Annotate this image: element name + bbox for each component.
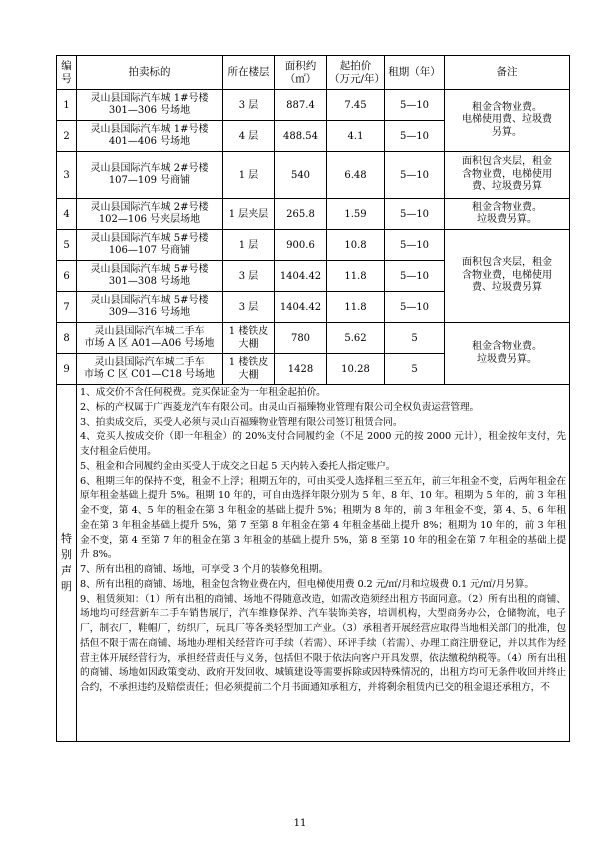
cell-no: 4 (57, 199, 77, 230)
declaration-paragraph-1: 1、成交价不含任何税费。竞买保证金为一年租金起拍价。 (80, 387, 326, 398)
declaration-label (57, 385, 77, 742)
declaration-paragraph-8: 8、所有出租的商铺、场地，租金包含物业费在内，但电梯使用费 0.2 元/㎡/月和垃圾费 0.1 元/㎡/月另算。 (80, 578, 534, 590)
cell-area: 1428 (275, 354, 327, 385)
cell-item: 灵山县国际汽车城二手车 市场 A 区 A01—A06 号场地 (77, 323, 223, 354)
cell-item: 灵山县国际汽车城 1#号楼 401—406 号场地 (77, 121, 223, 152)
declaration-paragraph-7: 7、所有出租的商铺、场地，可享受 3 个月的装修免租期。 (80, 564, 329, 575)
cell-area: 900.6 (275, 230, 327, 261)
cell-floor: 4 层 (223, 121, 275, 152)
cell-term: 5—10 (385, 121, 445, 152)
cell-floor: 3 层 (223, 292, 275, 323)
header-area: 面积约 （㎡） (275, 56, 327, 90)
cell-area: 1404.42 (275, 261, 327, 292)
cell-price: 5.62 (327, 323, 385, 354)
declaration-paragraph-2: 2、标的产权属于广西菱龙汽车有限公司。由灵山百福臻物业管理有限公司全权负责运营管理。 (80, 401, 480, 413)
cell-floor: 1 层 (223, 230, 275, 261)
cell-term: 5—10 (385, 230, 445, 261)
cell-area: 780 (275, 323, 327, 354)
cell-term: 5 (385, 354, 445, 385)
cell-notes: 租金含物业费。 电梯使用费、垃圾费 另算。 (445, 90, 570, 152)
page-number: 11 (293, 818, 307, 829)
cell-notes: 面积包含夹层，租金 含物业费，电梯使用 费、垃圾费另算 (445, 230, 570, 323)
declaration-content (77, 385, 570, 742)
cell-term: 5—10 (385, 90, 445, 121)
cell-area: 265.8 (275, 199, 327, 230)
cell-term: 5 (385, 323, 445, 354)
table-row (57, 230, 570, 261)
cell-notes: 租金含物业费。 垃圾费另算。 (445, 199, 570, 230)
declaration-paragraph-6: 6、租期三年的保持不变，租金不上浮；租期五年的，可由买受人选择租三至五年，前三年租金不变，后两年租金在原年租金基础上提升 5%。租期 10 年的，可自由选择年限分别为 5 年、8 年、10 年。租期为 5 年的，前 3 年租金不变，第 4、5 年的租金在第 3 年租金的基础上提升 5%；租期为 8 年的，前 3 年租金不变，第 4、5、6 年租金在第 3 年租金基础上提升 5%，第 7 至第 8 年租金在第 4 年租金基础上提升 8%；租期为 10 年的，前 3 年租金不变，第 4 至第 7 年的租金在第 3 年租金的基础上提升 5%，第 8 至第 10 年的租金在第 7 年租金的基础上提升 8%。 (80, 475, 566, 561)
table-row (57, 152, 570, 199)
declaration-label-char: 特 (61, 532, 72, 545)
cell-price: 1.59 (327, 199, 385, 230)
cell-floor: 1 楼铁皮 大棚 (223, 354, 275, 385)
cell-price: 11.8 (327, 261, 385, 292)
cell-price: 10.8 (327, 230, 385, 261)
declaration-row (57, 385, 570, 742)
cell-notes: 面积包含夹层，租金 含物业费，电梯使用 费、垃圾费另算 (445, 152, 570, 199)
header-price: 起拍价 （万元/年） (327, 56, 385, 90)
cell-item: 灵山县国际汽车城 1#号楼 301—306 号场地 (77, 90, 223, 121)
cell-no: 9 (57, 354, 77, 385)
cell-item: 灵山县国际汽车城 2#号楼 102—106 号夹层场地 (77, 199, 223, 230)
header-term: 租期（年） (385, 56, 445, 90)
header-no: 编号 (57, 56, 77, 90)
cell-no: 3 (57, 152, 77, 199)
declaration-label-char: 明 (61, 580, 72, 593)
cell-floor: 1 楼铁皮 大棚 (223, 323, 275, 354)
header-floor: 所在楼层 (223, 56, 275, 90)
header-item: 拍卖标的 (77, 56, 223, 90)
cell-price: 6.48 (327, 152, 385, 199)
cell-no: 6 (57, 261, 77, 292)
cell-term: 5—10 (385, 152, 445, 199)
cell-floor: 3 层 (223, 90, 275, 121)
cell-price: 4.1 (327, 121, 385, 152)
cell-area: 1404.42 (275, 292, 327, 323)
cell-floor: 3 层 (223, 261, 275, 292)
cell-no: 8 (57, 323, 77, 354)
cell-area: 887.4 (275, 90, 327, 121)
cell-item: 灵山县国际汽车城 5#号楼 309—316 号场地 (77, 292, 223, 323)
declaration-label-char: 别 (61, 548, 72, 561)
cell-item: 灵山县国际汽车城 2#号楼 107—109 号商铺 (77, 152, 223, 199)
cell-term: 5—10 (385, 292, 445, 323)
cell-item: 灵山县国际汽车城 5#号楼 106—107 号商铺 (77, 230, 223, 261)
table-row (57, 323, 570, 354)
cell-term: 5—10 (385, 261, 445, 292)
cell-notes: 租金含物业费。 垃圾费另算。 (445, 323, 570, 385)
table-row (57, 90, 570, 121)
cell-item: 灵山县国际汽车城 5#号楼 301—308 号场地 (77, 261, 223, 292)
cell-no: 7 (57, 292, 77, 323)
cell-floor: 1 层夹层 (223, 199, 275, 230)
declaration-paragraph-3: 3、拍卖成交后，买受人必须与灵山百福臻物业管理有限公司签订租赁合同。 (80, 416, 403, 428)
cell-floor: 1 层 (223, 152, 275, 199)
cell-area: 488.54 (275, 121, 327, 152)
declaration-paragraph-4: 4、竞买人按成交价（即一年租金）的 20%支付合同履约金（不足 2000 元的按 2000 元计），租金按年支付，先支付租金后使用。 (80, 431, 566, 457)
cell-term: 5—10 (385, 199, 445, 230)
cell-no: 5 (57, 230, 77, 261)
declaration-paragraph-9: 9、租赁须知：（1）所有出租的商铺、场地不得随意改造，如需改造须经出租方书面同意。（2）所有出租的商铺、场地均可经营新车二手车销售展厅，汽车维修保养、汽车装饰美容，培训机构，大型商务办公，仓储物流，电子厂，制衣厂，鞋帽厂，纺织厂，玩具厂等各类轻型加工产业。（3）承租者开展经营应取得当地相关部门的批准，包括但不限于需在商铺、场地办理相关经营许可手续（若需）、环评手续（若需）、办理工商注册登记，并以其作为经营主体开展经营行为，承担经营责任与义务，包括但不限于依法向客户开具发票，依法缴税纳税等。（4）所有出租的商铺、场地如因政策变动、政府开发回收、城镇建设等需要拆除或因特殊情况的，出租方均可无条件收回并终止合约，不承担违约及赔偿责任；但必须提前二个月书面通知承租方，并将剩余租赁内已交的租金退还承租方，不 (80, 593, 566, 693)
cell-price: 7.45 (327, 90, 385, 121)
declaration-label-char: 声 (61, 564, 72, 577)
cell-no: 2 (57, 121, 77, 152)
cell-area: 540 (275, 152, 327, 199)
header-notes: 备注 (445, 56, 570, 90)
cell-price: 10.28 (327, 354, 385, 385)
cell-no: 1 (57, 90, 77, 121)
cell-item: 灵山县国际汽车城二手车 市场 C 区 C01—C18 号场地 (77, 354, 223, 385)
declaration-paragraph-5: 5、租金和合同履约金由买受人于成交之日起 5 天内转入委托人指定账户。 (80, 460, 396, 472)
table-header-row (57, 56, 570, 90)
table-row (57, 199, 570, 230)
auction-lots-table (56, 55, 570, 742)
cell-price: 11.8 (327, 292, 385, 323)
